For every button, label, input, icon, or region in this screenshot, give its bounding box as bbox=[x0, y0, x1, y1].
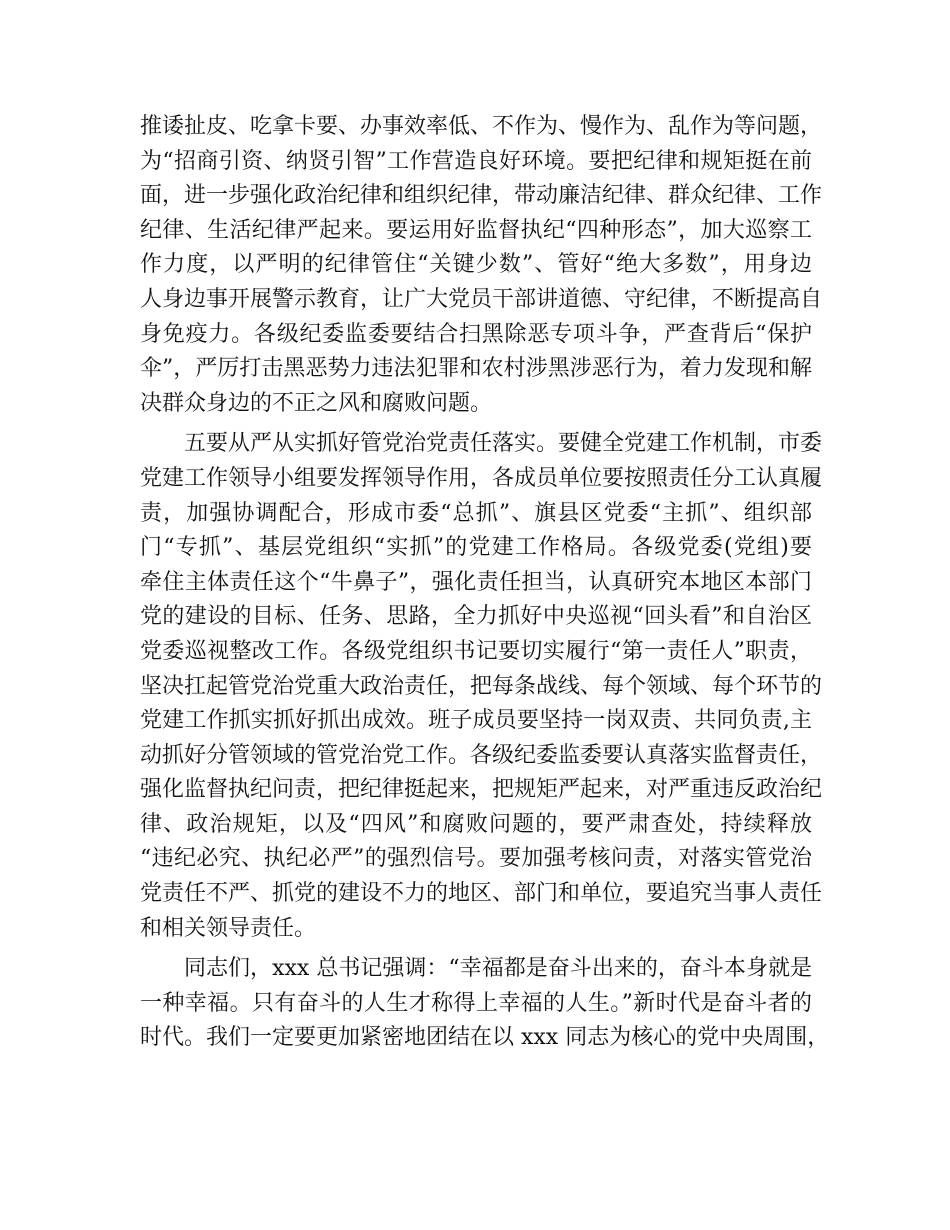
text-line: 伞”，严厉打击黑恶势力违法犯罪和农村涉黑涉恶行为，着力发现和解 bbox=[140, 356, 812, 382]
paragraph-closing bbox=[140, 952, 830, 1056]
text-line: “违纪必究、执纪必严”的强烈信号。要加强考核问责，对落实管党治 bbox=[140, 846, 812, 872]
text-line: 五要从严从实抓好管党治党责任落实。要健全党建工作机制，市委 bbox=[184, 431, 823, 457]
text-line: 面，进一步强化政治纪律和组织纪律，带动廉洁纪律、群众纪律、工作 bbox=[140, 183, 823, 209]
text-line: 党委巡视整改工作。各级党组织书记要切实履行“第一责任人”职责， bbox=[140, 638, 812, 664]
text-line: 作力度，以严明的纪律管住“关键少数”、管好“绝大多数”，用身边 bbox=[140, 252, 812, 278]
text-line: 门“专抓”、基层党组织“实抓”的党建工作格局。各级党委(党组)要 bbox=[140, 535, 813, 561]
text-line: 责，加强协调配合，形成市委“总抓”、旗县区党委“主抓”、组织部 bbox=[140, 500, 812, 526]
text-line: 党建工作领导小组要发挥领导作用，各成员单位要按照责任分工认真履 bbox=[140, 465, 823, 491]
text-line: 党责任不严、抓党的建设不力的地区、部门和单位，要追究当事人责任 bbox=[140, 881, 823, 907]
text-line: 决群众身边的不正之风和腐败问题。 bbox=[140, 390, 493, 416]
text-line: 同志们，xxx 总书记强调：“幸福都是奋斗出来的，奋斗本身就是 bbox=[184, 956, 812, 982]
document-body bbox=[140, 110, 830, 1056]
text-line: 坚决扛起管党治党重大政治责任，把每条战线、每个领域、每个环节的 bbox=[140, 673, 823, 699]
text-line: 和相关领导责任。 bbox=[140, 915, 317, 941]
text-line: 动抓好分管领域的管党治党工作。各级纪委监委要认真落实监督责任， bbox=[140, 742, 823, 768]
text-line: 纪律、生活纪律严起来。要运用好监督执纪“四种形态”，加大巡察工 bbox=[140, 217, 812, 243]
text-line: 人身边事开展警示教育，让广大党员干部讲道德、守纪律，不断提高自 bbox=[140, 286, 823, 312]
text-line: 律、政治规矩，以及“四风”和腐败问题的，要严肃查处，持续释放 bbox=[140, 811, 812, 837]
paragraph-responsibility bbox=[140, 427, 823, 946]
paragraph-discipline bbox=[140, 110, 823, 421]
text-line: 党建工作抓实抓好抓出成效。班子成员要坚持一岗双责、共同负责,主 bbox=[140, 708, 812, 734]
text-line: 牵住主体责任这个“牛鼻子”，强化责任担当，认真研究本地区本部门 bbox=[140, 569, 812, 595]
text-line: 强化监督执纪问责，把纪律挺起来，把规矩严起来，对严重违反政治纪 bbox=[140, 777, 823, 803]
text-line: 时代。我们一定要更加紧密地团结在以 xxx 同志为核心的党中央周围， bbox=[140, 1025, 830, 1051]
text-line: 身免疫力。各级纪委监委要结合扫黑除恶专项斗争，严查背后“保护 bbox=[140, 321, 812, 347]
text-line: 一种幸福。只有奋斗的人生才称得上幸福的人生。”新时代是奋斗者的 bbox=[140, 990, 812, 1016]
text-line: 推诿扯皮、吃拿卡要、办事效率低、不作为、慢作为、乱作为等问题， bbox=[140, 114, 823, 139]
text-line: 为“招商引资、纳贤引智”工作营造良好环境。要把纪律和规矩挺在前 bbox=[140, 148, 812, 174]
text-line: 党的建设的目标、任务、思路，全力抓好中央巡视“回头看”和自治区 bbox=[140, 604, 812, 630]
